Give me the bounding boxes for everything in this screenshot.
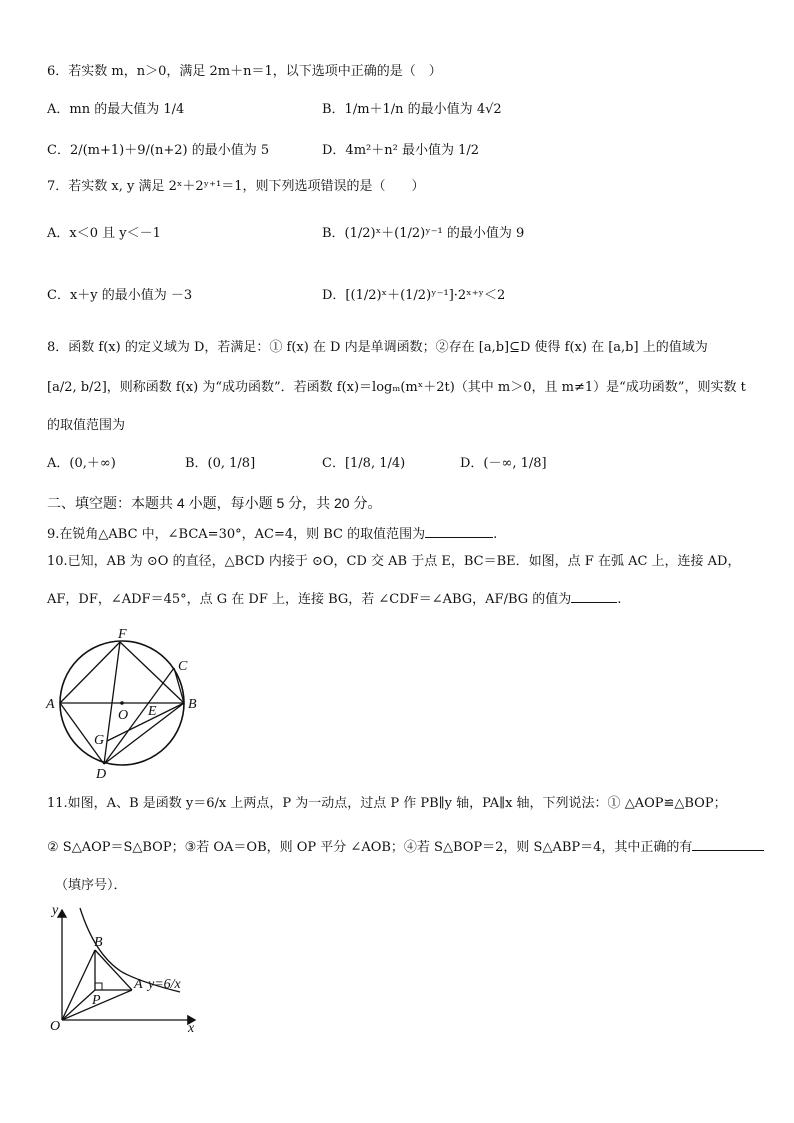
segment-ob bbox=[62, 950, 95, 1020]
segment-af bbox=[60, 642, 120, 703]
label-p: P bbox=[92, 993, 101, 1008]
q11-line-1: 11.如图，A、B 是函数 y＝6/x 上两点，P 为一动点，过点 P 作 PB∥y 轴，PA∥x 轴，下列说法：① △AOP≌△BOP； bbox=[47, 796, 727, 811]
q9-answer-blank[interactable] bbox=[425, 537, 493, 538]
label-c: C bbox=[178, 659, 188, 674]
label-o: O bbox=[118, 708, 129, 723]
q7-option-d: D．[(1/2)ˣ＋(1/2)ʸ⁻¹]·2ˣ⁺ʸ＜2 bbox=[322, 288, 506, 303]
q10-line-2: AF，DF，∠ADF＝45°，点 G 在 DF 上，连接 BG，若 ∠CDF＝∠ABG，AF/BG 的值为 . bbox=[47, 592, 622, 607]
q7-stem: 7．若实数 x, y 满足 2ˣ＋2ʸ⁺¹＝1，则下列选项错误的是（ ） bbox=[47, 179, 425, 194]
q6-option-d: D．4m²＋n² 最小值为 1/2 bbox=[322, 143, 480, 158]
label-x: x bbox=[188, 1021, 195, 1036]
label-g: G bbox=[94, 733, 105, 748]
label-a: A bbox=[46, 697, 55, 712]
q11-line-2-text: ② S△AOP＝S△BOP；③若 OA＝OB，则 OP 平分 ∠AOB；④若 S△BOP＝2，则 S△ABP＝4，其中正确的有 bbox=[47, 840, 693, 855]
segment-fb bbox=[120, 642, 184, 703]
q6-option-c: C．2/(m+1)＋9/(n+2) 的最小值为 5 bbox=[47, 143, 270, 158]
q8-option-a: A．(0,＋∞) bbox=[47, 456, 116, 471]
q7-option-c: C．x＋y 的最小值为 －3 bbox=[47, 288, 193, 303]
q11-line-3: （填序号）． bbox=[55, 878, 127, 893]
q8-line-2: [a/2, b/2]，则称函数 f(x) 为“成功函数”．若函数 f(x)＝logₘ(mˣ＋2t)（其中 m＞0，且 m≠1）是“成功函数”，则实数 t bbox=[47, 380, 746, 395]
q8-option-c: C．[1/8, 1/4) bbox=[322, 456, 406, 471]
q10-answer-blank[interactable] bbox=[571, 602, 617, 603]
segment-ba bbox=[95, 950, 132, 990]
label-b: B bbox=[94, 935, 103, 950]
q6-option-b: B．1/m＋1/n 的最小值为 4√2 bbox=[322, 102, 502, 117]
q10-line-1: 10.已知，AB 为 ⊙O 的直径，△BCD 内接于 ⊙O，CD 交 AB 于点 E，BC＝BE．如图，点 F 在弧 AC 上，连接 AD， bbox=[47, 554, 741, 569]
label-f: F bbox=[118, 627, 127, 642]
label-b: B bbox=[188, 697, 197, 712]
label-curve: y=6/x bbox=[148, 977, 181, 992]
label-d: D bbox=[96, 767, 107, 780]
label-o: O bbox=[50, 1019, 61, 1034]
q8-option-d: D．(－∞, 1/8] bbox=[460, 456, 547, 471]
right-angle-mark bbox=[95, 983, 102, 990]
q10-line-2-text: AF，DF，∠ADF＝45°，点 G 在 DF 上，连接 BG，若 ∠CDF＝∠ABG，AF/BG 的值为 bbox=[47, 592, 572, 607]
q6-stem: 6．若实数 m，n＞0，满足 2m＋n＝1，以下选项中正确的是（ ） bbox=[47, 64, 442, 79]
label-y: y bbox=[52, 903, 59, 918]
q10-circle-figure bbox=[40, 620, 210, 780]
q11-line-2 bbox=[47, 838, 764, 858]
center-dot bbox=[120, 701, 124, 705]
q6-option-a: A．mn 的最大值为 1/4 bbox=[47, 102, 185, 117]
q11-hyperbola-figure bbox=[40, 900, 210, 1040]
q8-option-b: B．(0, 1/8] bbox=[185, 456, 256, 471]
q7-option-b: B．(1/2)ˣ＋(1/2)ʸ⁻¹ 的最小值为 9 bbox=[322, 226, 525, 241]
label-a: A bbox=[134, 977, 143, 992]
q7-option-a: A．x＜0 且 y＜－1 bbox=[47, 226, 161, 241]
q11-answer-blank[interactable] bbox=[692, 850, 764, 851]
segment-db bbox=[104, 703, 184, 764]
segment-op bbox=[62, 990, 95, 1020]
q8-line-1: 8．函数 f(x) 的定义域为 D，若满足：① f(x) 在 D 内是单调函数；②存在 [a,b]⊆D 使得 f(x) 在 [a,b] 上的值域为 bbox=[47, 340, 708, 355]
q8-line-3: 的取值范围为 bbox=[47, 418, 126, 433]
q9: 9.在锐角△ABC 中，∠BCA=30°，AC=4，则 BC 的取值范围为 . bbox=[47, 527, 498, 542]
label-e: E bbox=[148, 704, 157, 719]
q9-text: 9.在锐角△ABC 中，∠BCA=30°，AC=4，则 BC 的取值范围为 bbox=[47, 527, 426, 542]
section-2-heading: 二、填空题：本题共 4 小题，每小题 5 分，共 20 分。 bbox=[47, 495, 382, 511]
